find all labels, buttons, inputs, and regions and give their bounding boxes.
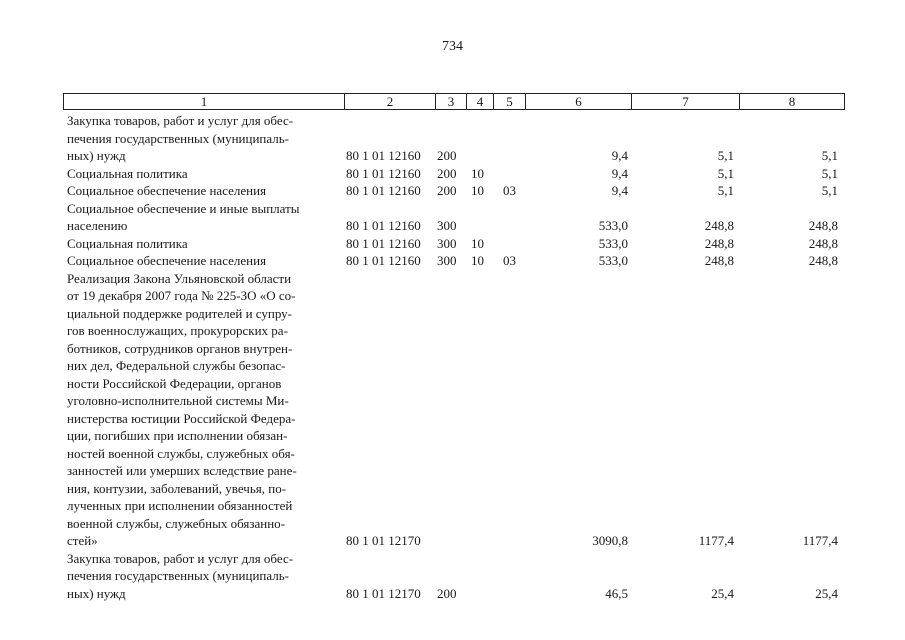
table-row bbox=[63, 165, 845, 183]
row-name-line: от 19 декабря 2007 года № 225-ЗО «О со- bbox=[67, 288, 296, 303]
row-value-col-6: 9,4 bbox=[611, 165, 628, 181]
table-row bbox=[63, 182, 845, 200]
row-section: 10 bbox=[471, 235, 484, 251]
row-value-col-8: 248,8 bbox=[808, 218, 838, 233]
row-code: 80 1 01 12160 bbox=[346, 218, 421, 233]
row-name-line: ных) нужд bbox=[67, 148, 126, 163]
row-name bbox=[67, 235, 340, 253]
row-expense-type: 200 bbox=[437, 165, 457, 181]
row-subsection: 03 bbox=[503, 183, 516, 198]
row-name-line: стей» bbox=[67, 533, 98, 548]
row-expense-type: 300 bbox=[437, 253, 457, 268]
row-name-line: Закупка товаров, работ и услуг для обес- bbox=[67, 113, 294, 128]
row-name-line: ботников, сотрудников органов внутрен- bbox=[67, 340, 293, 356]
table-header bbox=[63, 93, 845, 110]
row-name bbox=[67, 270, 340, 550]
row-expense-type: 300 bbox=[437, 235, 457, 251]
row-expense-type: 200 bbox=[437, 585, 457, 601]
header-col-4: 4 bbox=[467, 94, 494, 109]
row-name-line: печения государственных (муниципаль- bbox=[67, 130, 290, 146]
row-value-col-8: 5,1 bbox=[821, 183, 838, 198]
header-col-2: 2 bbox=[345, 94, 436, 109]
row-name-line: уголовно-исполнительной системы Ми- bbox=[67, 393, 289, 408]
row-name-line: гов военнослужащих, прокурорских ра- bbox=[67, 323, 288, 338]
row-code: 80 1 01 12160 bbox=[346, 235, 421, 251]
row-value-col-8: 25,4 bbox=[815, 585, 838, 601]
row-code: 80 1 01 12160 bbox=[346, 253, 421, 268]
row-value-col-8: 1177,4 bbox=[802, 533, 838, 548]
row-value-col-6: 46,5 bbox=[605, 585, 628, 601]
row-code: 80 1 01 12160 bbox=[346, 148, 421, 163]
row-expense-type: 200 bbox=[437, 148, 457, 163]
row-name-line: занностей или умерших вследствие ране- bbox=[67, 463, 297, 478]
table-row bbox=[63, 112, 845, 165]
row-code: 80 1 01 12170 bbox=[346, 585, 421, 601]
row-value-col-7: 1177,4 bbox=[698, 533, 734, 548]
table-row bbox=[63, 200, 845, 235]
row-value-col-6: 9,4 bbox=[611, 183, 628, 198]
row-name-line: населению bbox=[67, 218, 128, 233]
row-expense-type: 300 bbox=[437, 218, 457, 233]
row-section: 10 bbox=[471, 165, 484, 181]
row-name-line: Реализация Закона Ульяновской области bbox=[67, 270, 292, 286]
row-code: 80 1 01 12160 bbox=[346, 183, 421, 198]
row-name bbox=[67, 182, 340, 200]
page-number: 734 bbox=[442, 39, 463, 54]
table-row bbox=[63, 235, 845, 253]
row-name-line: Социальное обеспечение населения bbox=[67, 183, 267, 198]
row-name-line: Социальное обеспечение населения bbox=[67, 253, 267, 268]
row-value-col-8: 248,8 bbox=[808, 253, 838, 268]
row-name bbox=[67, 200, 340, 235]
row-value-col-7: 25,4 bbox=[711, 585, 734, 601]
table-row bbox=[63, 252, 845, 270]
row-name bbox=[67, 165, 340, 183]
row-value-col-8: 5,1 bbox=[821, 165, 838, 181]
row-value-col-8: 248,8 bbox=[808, 235, 838, 251]
row-name-line: ности Российской Федерации, органов bbox=[67, 375, 282, 391]
row-name-line: печения государственных (муниципаль- bbox=[67, 568, 290, 583]
row-value-col-7: 5,1 bbox=[717, 148, 734, 163]
header-col-6: 6 bbox=[526, 94, 632, 109]
header-col-5: 5 bbox=[494, 94, 526, 109]
row-value-col-6: 533,0 bbox=[598, 235, 628, 251]
row-name-line: Закупка товаров, работ и услуг для обес- bbox=[67, 550, 294, 566]
row-value-col-7: 5,1 bbox=[717, 183, 734, 198]
header-col-8: 8 bbox=[788, 94, 796, 109]
row-name-line: Социальная политика bbox=[67, 235, 188, 251]
table-row bbox=[63, 550, 845, 603]
row-name-line: лученных при исполнении обязанностей bbox=[67, 498, 293, 513]
row-section: 10 bbox=[471, 253, 484, 268]
row-value-col-6: 533,0 bbox=[598, 218, 628, 233]
row-name-line: Социальная политика bbox=[67, 165, 188, 181]
header-col-7: 7 bbox=[632, 94, 740, 109]
row-name bbox=[67, 252, 340, 270]
row-name bbox=[67, 112, 340, 165]
table-row bbox=[63, 270, 845, 550]
row-name-line: ции, погибших при исполнении обязан- bbox=[67, 428, 288, 443]
row-name-line: нистерства юстиции Российской Федера- bbox=[67, 410, 296, 426]
row-value-col-6: 9,4 bbox=[611, 148, 628, 163]
header-col-1: 1 bbox=[64, 94, 345, 109]
row-code: 80 1 01 12160 bbox=[346, 165, 421, 181]
row-value-col-7: 248,8 bbox=[704, 218, 734, 233]
row-section: 10 bbox=[471, 183, 484, 198]
row-code: 80 1 01 12170 bbox=[346, 533, 421, 548]
row-name-line: ностей военной службы, служебных обя- bbox=[67, 445, 295, 461]
row-name-line: военной службы, служебных обязанно- bbox=[67, 515, 285, 531]
row-name bbox=[67, 550, 340, 603]
row-value-col-6: 533,0 bbox=[598, 253, 628, 268]
row-name-line: ных) нужд bbox=[67, 585, 126, 601]
budget-table-body bbox=[63, 112, 845, 602]
row-value-col-6: 3090,8 bbox=[592, 533, 628, 548]
row-value-col-7: 248,8 bbox=[704, 235, 734, 251]
row-value-col-7: 248,8 bbox=[704, 253, 734, 268]
row-name-line: них дел, Федеральной службы безопас- bbox=[67, 358, 286, 373]
row-expense-type: 200 bbox=[437, 183, 457, 198]
row-value-col-7: 5,1 bbox=[717, 165, 734, 181]
header-col-3: 3 bbox=[436, 94, 467, 109]
row-name-line: ния, контузии, заболеваний, увечья, по- bbox=[67, 480, 287, 496]
row-subsection: 03 bbox=[503, 253, 516, 268]
row-name-line: циальной поддержке родителей и супру- bbox=[67, 305, 292, 321]
row-name-line: Социальное обеспечение и иные выплаты bbox=[67, 200, 300, 216]
row-value-col-8: 5,1 bbox=[821, 148, 838, 163]
